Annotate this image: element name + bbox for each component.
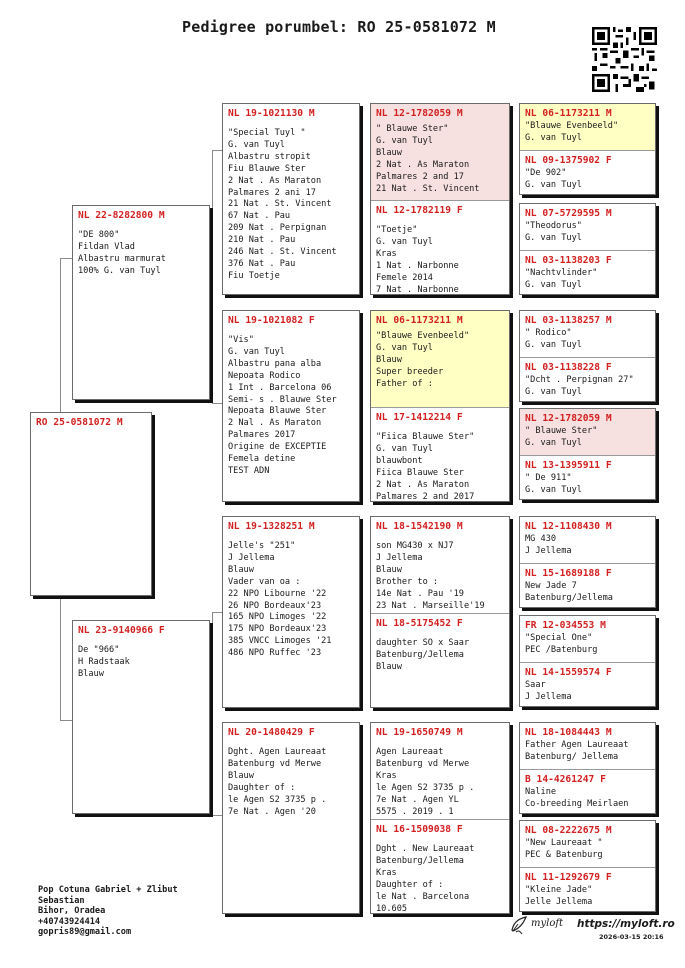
pigeon-details: "Blauwe Evenbeeld" G. van Tuyl Blauw Super breeder Father of : <box>376 331 470 389</box>
page-title: Pedigree porumbel: RO 25-0581072 M <box>182 18 496 36</box>
pedigree-card-gen4[interactable] <box>519 203 656 295</box>
connector-line <box>212 815 222 816</box>
pigeon-details: De "966" H Radstaak Blauw <box>78 645 130 679</box>
pigeon-details: " Blauwe Ster" G. van Tuyl <box>525 426 598 448</box>
pedigree-card-great-grandparent[interactable] <box>370 516 510 708</box>
pedigree-card-gen4[interactable] <box>519 820 656 912</box>
ring-number: NL 08-2222675 M <box>525 825 612 836</box>
ring-number: NL 19-1021130 M <box>228 108 315 119</box>
ring-number: B 14-4261247 F <box>525 774 606 785</box>
pedigree-card-sire[interactable] <box>72 205 210 400</box>
ring-number: NL 19-1328251 M <box>228 521 315 532</box>
pedigree-card-grandparent[interactable] <box>222 722 360 914</box>
connector-line <box>60 720 72 721</box>
ring-number: NL 03-1138257 M <box>525 315 612 326</box>
pedigree-card-gen4[interactable] <box>519 103 656 195</box>
ring-number: NL 06-1173211 M <box>525 108 612 119</box>
pigeon-details: daughter SO x Saar Batenburg/Jellema Blauw <box>376 638 470 672</box>
ring-number: RO 25-0581072 M <box>36 417 123 428</box>
owner-contact: Pop Cotuna Gabriel + Zlibut Sebastian Bihor, Oradea +40743924414 gopris89@gmail.com <box>38 885 178 938</box>
pedigree-card-great-grandparent[interactable] <box>370 103 510 295</box>
print-timestamp: 2026-03-15 20:16 <box>599 933 664 941</box>
pigeon-details: Dght . New Laureaat Batenburg/Jellema Kras Daughter of : le Nat . Barcelona 10.605 <box>376 844 475 914</box>
pigeon-details: Jelle's "251" J Jellema Blauw Vader van oa : 22 NPO Libourne '22 26 NPO Bordeaux'23 165 NPO Limoges '22 175 NPO Bordeaux'23 385 VNCC Limoges '21 486 NPO Ruffec '23 <box>228 541 332 659</box>
connector-line <box>212 403 222 404</box>
pigeon-details: "New Laureaat " PEC & Batenburg <box>525 838 603 860</box>
ring-number: NL 18-1084443 M <box>525 727 612 738</box>
pigeon-details: " De 911" G. van Tuyl <box>525 473 582 495</box>
ring-number: NL 17-1412214 F <box>376 412 463 423</box>
ring-number: NL 06-1173211 M <box>376 315 463 326</box>
pedigree-card-great-grandparent[interactable] <box>370 310 510 502</box>
pigeon-details: Naline Co-breeding Meirlaen <box>525 787 629 809</box>
pigeon-details: "Toetje" G. van Tuyl Kras 1 Nat . Narbonne Femele 2014 7 Nat . Narbonne <box>376 225 459 295</box>
ring-number: NL 12-1782059 M <box>376 108 463 119</box>
pigeon-details: Father Agen Laureaat Batenburg/ Jellema <box>525 740 629 762</box>
ring-number: NL 19-1021082 F <box>228 315 315 326</box>
ring-number: NL 07-5729595 M <box>525 208 612 219</box>
ring-number: NL 12-1782059 M <box>525 413 612 424</box>
ring-number: NL 15-1689188 F <box>525 568 612 579</box>
pigeon-details: "Theodorus" G. van Tuyl <box>525 221 582 243</box>
ring-number: NL 20-1480429 F <box>228 727 315 738</box>
ring-number: NL 18-1542190 M <box>376 521 463 532</box>
pigeon-details: " Blauwe Ster" G. van Tuyl Blauw 2 Nat . As Maraton Palmares 2 and 17 21 Nat . St. Vincent <box>376 124 480 194</box>
myloft-logo-icon <box>508 914 530 936</box>
pigeon-details: "Dcht . Perpignan 27" G. van Tuyl <box>525 375 634 397</box>
ring-number: NL 11-1292679 F <box>525 872 612 883</box>
pedigree-card-gen4[interactable] <box>519 516 656 608</box>
pigeon-details: MG 430 J Jellema <box>525 534 572 556</box>
pigeon-details: "Blauwe Evenbeeld" G. van Tuyl <box>525 121 619 143</box>
pigeon-details: Dght. Agen Laureaat Batenburg vd Merwe Blauw Daughter of : le Agen S2 3735 p . 7e Nat . Agen '20 <box>228 747 327 817</box>
website-link[interactable]: https://myloft.ro <box>577 918 675 930</box>
connector-line <box>212 612 213 816</box>
pedigree-card-dam[interactable] <box>72 620 210 814</box>
ring-number: NL 23-9140966 F <box>78 625 165 636</box>
connector-line <box>212 150 213 404</box>
ring-number: NL 09-1375902 F <box>525 155 612 166</box>
pigeon-details: "Special Tuyl " G. van Tuyl Albastru stropit Fiu Blauwe Ster 2 Nat . As Maraton Palmares 2 ani 17 21 Nat . St. Vincent 67 Nat . Pau 209 Nat . Perpignan 210 Nat . Pau 246 Nat . St. Vincent 376 Nat . Pau Fiu Toetje <box>228 128 337 281</box>
pedigree-card-gen4[interactable] <box>519 310 656 402</box>
pigeon-details: Saar J Jellema <box>525 680 572 702</box>
ring-number: NL 16-1509038 F <box>376 824 463 835</box>
pigeon-details: "Fiica Blauwe Ster" G. van Tuyl blauwbont Fiica Blauwe Ster 2 Nat . As Maraton Palmares 2 and 2017 <box>376 432 475 502</box>
pigeon-details: "Vis" G. van Tuyl Albastru pana alba Nepoata Rodico 1 Int . Barcelona 06 Semi- s . Blauwe Ster Nepoata Blauwe Ster 2 Nal . As Maraton Palmares 2017 Origine de EXCEPTIE Femela detine TEST ADN <box>228 335 337 476</box>
ring-number: NL 03-1138203 F <box>525 255 612 266</box>
ring-number: NL 18-5175452 F <box>376 618 463 629</box>
pigeon-details: Agen Laureaat Batenburg vd Merwe Kras le Agen S2 3735 p . 7e Nat . Agen YL 5575 . 2019 . 1 <box>376 747 475 817</box>
pigeon-details: New Jade 7 Batenburg/Jellema <box>525 581 613 603</box>
ring-number: NL 12-1782119 F <box>376 205 463 216</box>
connector-line <box>212 612 222 613</box>
qr-code-icon <box>592 27 657 92</box>
ring-number: FR 12-034553 M <box>525 620 606 631</box>
pigeon-details: " Rodico" G. van Tuyl <box>525 328 582 350</box>
pedigree-card-gen4[interactable] <box>519 615 656 707</box>
pigeon-details: "Special One" PEC /Batenburg <box>525 633 598 655</box>
connector-line <box>212 150 222 151</box>
pigeon-details: son MG430 x NJ7 J Jellema Blauw Brother to : 14e Nat . Pau '19 23 Nat . Marseille'19 <box>376 541 485 611</box>
pigeon-details: "DE 800" Fildan Vlad Albastru marmurat 100% G. van Tuyl <box>78 230 166 276</box>
ring-number: NL 22-8282800 M <box>78 210 165 221</box>
connector-line <box>60 258 72 259</box>
pedigree-card-grandparent[interactable] <box>222 516 360 708</box>
ring-number: NL 12-1108430 M <box>525 521 612 532</box>
pedigree-card-great-grandparent[interactable] <box>370 722 510 914</box>
pedigree-card-gen4[interactable] <box>519 408 656 500</box>
ring-number: NL 03-1138228 F <box>525 362 612 373</box>
pigeon-details: "Kleine Jade" Jelle Jellema <box>525 885 593 907</box>
pedigree-card-subject[interactable] <box>30 412 152 596</box>
pedigree-card-grandparent[interactable] <box>222 310 360 502</box>
pigeon-details: "De 902" G. van Tuyl <box>525 168 582 190</box>
pedigree-card-gen4[interactable] <box>519 722 656 814</box>
ring-number: NL 14-1559574 F <box>525 667 612 678</box>
pedigree-card-grandparent[interactable] <box>222 103 360 295</box>
ring-number: NL 13-1395911 F <box>525 460 612 471</box>
ring-number: NL 19-1650749 M <box>376 727 463 738</box>
pigeon-details: "Nachtvlinder" G. van Tuyl <box>525 268 598 290</box>
brand-logo-text: myloft <box>531 918 564 929</box>
